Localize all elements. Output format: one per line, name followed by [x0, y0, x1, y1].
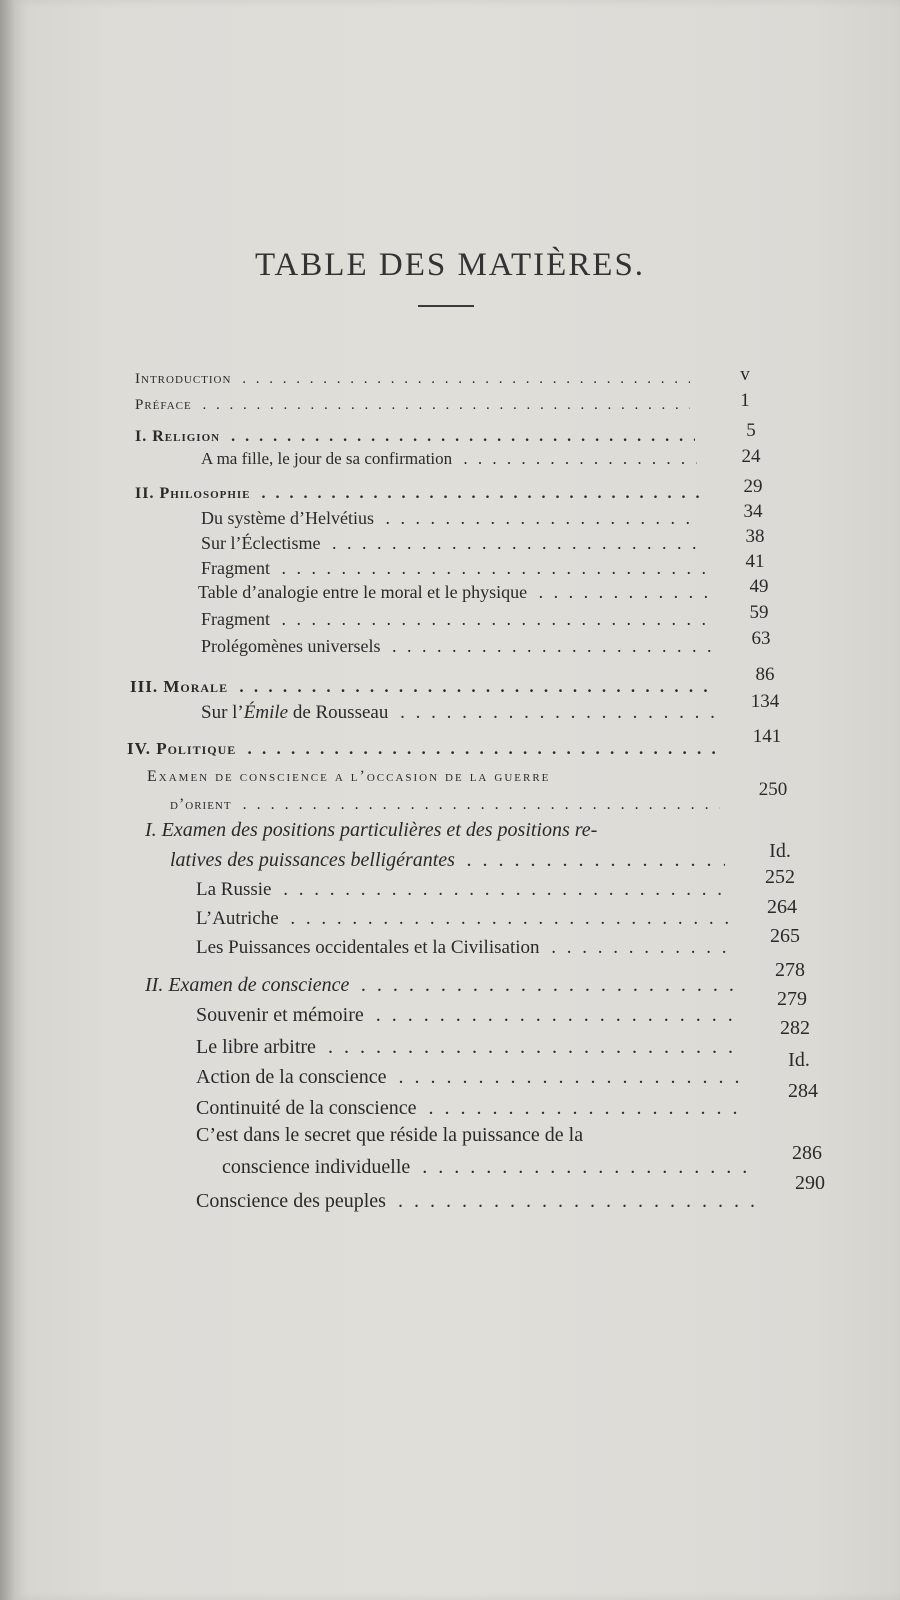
toc-leader — [459, 849, 725, 871]
toc-entry-libre-arbitre — [196, 1032, 741, 1062]
toc-page-number: 290 — [795, 1172, 825, 1194]
toc-leader — [544, 937, 736, 958]
page-title: TABLE DES MATIÈRES. — [254, 247, 646, 284]
toc-leader — [274, 609, 709, 629]
toc-leader — [275, 879, 726, 900]
toc-entry-preface — [135, 390, 690, 420]
toc-label: Fragment — [201, 558, 270, 578]
toc-entry-analogie — [198, 577, 708, 607]
toc-label: Préface — [135, 397, 192, 413]
toc-page-number: 49 — [749, 576, 769, 597]
toc-entry-peuples — [196, 1186, 754, 1216]
toc-label: Conscience des peuples — [196, 1190, 386, 1212]
toc-entry-continuite — [196, 1093, 748, 1123]
toc-entry-exam-i-line2 — [170, 845, 725, 875]
toc-leader — [283, 908, 729, 929]
toc-label: Souvenir et mémoire — [196, 1004, 364, 1026]
toc-leader — [320, 1036, 741, 1058]
toc-entry-action — [196, 1062, 744, 1092]
toc-label: Prolégomènes universels — [201, 636, 381, 656]
toc-entry-fragment-2 — [201, 604, 709, 634]
toc-leader — [236, 796, 720, 813]
toc-label: Action de la conscience — [196, 1066, 387, 1088]
toc-page-number: 264 — [767, 896, 797, 918]
toc-label-work-title: Émile — [243, 702, 289, 723]
toc-label: latives des puissances belligérantes — [170, 849, 455, 871]
toc-entry-examen-line1: Examen de conscience a l’occasion de la guerre — [147, 768, 551, 785]
toc-label: Fragment — [201, 609, 270, 629]
toc-leader — [324, 533, 703, 553]
toc-page-number: 134 — [750, 691, 780, 712]
toc-page-number: 41 — [745, 551, 765, 572]
toc-label: Du système d’Helvétius — [201, 508, 374, 528]
toc-page-number: 284 — [788, 1080, 818, 1102]
toc-page-number: 29 — [743, 476, 763, 497]
toc-label: conscience individuelle — [222, 1156, 411, 1178]
toc-label: IV. Politique — [127, 739, 237, 758]
toc-leader — [456, 449, 697, 468]
toc-page-number: 59 — [749, 602, 769, 623]
toc-leader — [392, 702, 716, 723]
toc-entry-politique — [127, 734, 717, 764]
toc-page-number: 278 — [775, 959, 805, 981]
toc-label: II. Philosophie — [135, 485, 251, 502]
toc-label: Introduction — [135, 371, 232, 387]
toc-leader — [274, 558, 705, 578]
toc-leader — [390, 1190, 754, 1212]
title-rule — [418, 305, 474, 307]
toc-page-number: Id. — [769, 840, 791, 862]
toc-leader — [414, 1156, 752, 1178]
toc-entry-a-ma-fille — [201, 444, 697, 474]
toc-entry-emile — [201, 698, 716, 728]
toc-leader — [368, 1004, 738, 1026]
toc-leader — [240, 739, 717, 758]
toc-leader — [531, 582, 708, 602]
toc-leader — [353, 974, 735, 996]
toc-label: I. Religion — [135, 428, 221, 445]
book-gutter — [0, 0, 14, 1600]
toc-entry-prolegomenes — [201, 631, 711, 661]
toc-page-number: 265 — [770, 925, 800, 947]
toc-entry-souvenir — [196, 1000, 738, 1030]
toc-page-number: Id. — [788, 1049, 810, 1071]
toc-page-number: 279 — [777, 988, 807, 1010]
toc-page-number: 86 — [755, 664, 775, 685]
toc-page-number: 250 — [758, 779, 788, 800]
toc-page-number: v — [740, 364, 750, 385]
toc-entry-secret-line1: C’est dans le secret que réside la puissance de la — [196, 1124, 584, 1146]
toc-label: Continuité de la conscience — [196, 1097, 417, 1119]
toc-leader — [196, 397, 690, 413]
toc-label: II. Examen de conscience — [145, 974, 350, 996]
toc-label: d’orient — [170, 796, 232, 813]
toc-leader — [235, 371, 690, 387]
toc-label: III. Morale — [130, 677, 229, 696]
toc-leader — [224, 428, 695, 445]
toc-leader — [255, 485, 700, 502]
toc-page-number: 38 — [745, 526, 765, 547]
toc-leader — [420, 1097, 748, 1119]
toc-entry-exam-i-line1: I. Examen des positions particulières et des positions re- — [145, 819, 598, 841]
toc-page-number: 282 — [780, 1017, 810, 1039]
toc-page-number: 252 — [765, 866, 795, 888]
toc-label: L’Autriche — [196, 908, 279, 929]
toc-entry-russie — [196, 875, 726, 905]
toc-page-number: 63 — [751, 628, 771, 649]
toc-leader — [232, 677, 715, 696]
toc-leader — [384, 636, 711, 656]
toc-label: La Russie — [196, 879, 272, 900]
toc-label-prefix: Sur l’ — [201, 702, 244, 723]
toc-page-number: 34 — [743, 501, 763, 522]
toc-label: Table d’analogie entre le moral et le physique — [198, 582, 528, 602]
toc-page-number: 24 — [741, 446, 761, 467]
toc-page-number: 5 — [746, 420, 756, 441]
toc-leader — [390, 1066, 744, 1088]
toc-entry-autriche — [196, 904, 729, 934]
toc-page-number: 286 — [792, 1142, 822, 1164]
toc-label: Les Puissances occidentales et la Civilisation — [196, 937, 540, 958]
toc-label: Le libre arbitre — [196, 1036, 316, 1058]
toc-entry-puissances — [196, 933, 736, 963]
toc-label: Sur l’Éclectisme — [201, 533, 321, 553]
toc-entry-secret-line2 — [222, 1152, 752, 1182]
toc-label-suffix: de Rousseau — [288, 702, 389, 723]
toc-page-number: 141 — [752, 726, 782, 747]
toc-entry-exam-ii — [145, 970, 735, 1000]
toc-leader — [378, 508, 701, 528]
toc-page-number: 1 — [740, 390, 750, 411]
toc-label: A ma fille, le jour de sa confirmation — [201, 449, 453, 468]
